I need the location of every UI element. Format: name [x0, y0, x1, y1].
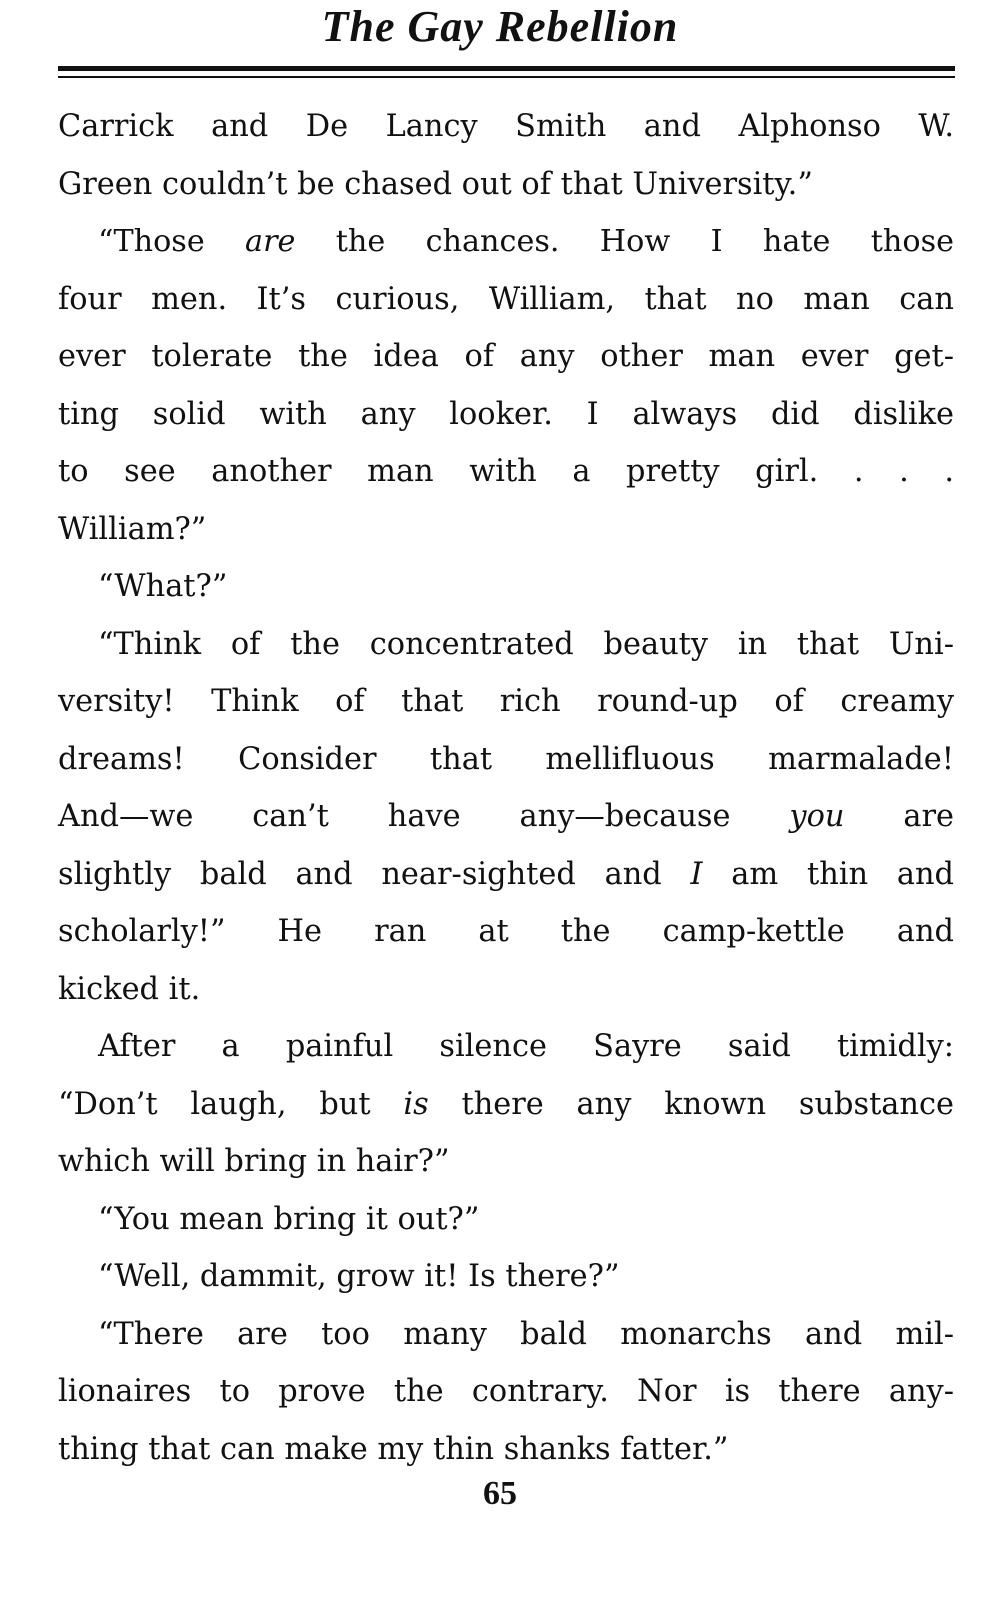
text-line: four men. It’s curious, William, that no man can — [58, 281, 954, 317]
header-rule-thin — [58, 76, 955, 78]
page-number: 65 — [483, 1475, 517, 1512]
text-line: “Think of the concentrated beauty in that Uni- — [98, 626, 954, 662]
text-line: ever tolerate the idea of any other man ever get- — [58, 339, 954, 374]
text-line: “There are too many bald monarchs and mil- — [98, 1316, 954, 1352]
text-line: dreams! Consider that mellifluous marmalade! — [58, 741, 954, 777]
text-line: William?” — [58, 511, 207, 547]
text-line: which will bring in hair?” — [58, 1144, 450, 1179]
text-line: “What?” — [98, 569, 228, 604]
text-line: “Don’t laugh, but is there any known substance — [58, 1086, 954, 1122]
text-line: “Those are the chances. How I hate those — [98, 224, 954, 259]
text-line: to see another man with a pretty girl. . . . — [58, 454, 954, 489]
header-rule-thick — [58, 66, 955, 71]
text-line: ting solid with any looker. I always did dislike — [58, 396, 954, 432]
body-text — [58, 98, 954, 1478]
text-line: And—we can’t have any—because you are — [58, 799, 954, 834]
text-line: kicked it. — [58, 971, 201, 1007]
text-line: “You mean bring it out?” — [98, 1201, 480, 1237]
running-head-title: The Gay Rebellion — [321, 2, 679, 51]
text-line: scholarly!” He ran at the camp-kettle and — [58, 914, 954, 949]
text-line: Green couldn’t be chased out of that University.” — [58, 166, 813, 202]
text-line: thing that can make my thin shanks fatter.” — [58, 1431, 729, 1467]
text-line: After a painful silence Sayre said timidly: — [98, 1029, 954, 1064]
text-line: Carrick and De Lancy Smith and Alphonso W. — [58, 109, 954, 144]
text-line: “Well, dammit, grow it! Is there?” — [98, 1259, 620, 1294]
text-line: slightly bald and near-sighted and I am thin and — [58, 856, 954, 892]
text-line: lionaires to prove the contrary. Nor is there any- — [58, 1374, 954, 1409]
text-line: versity! Think of that rich round-up of creamy — [58, 684, 954, 719]
